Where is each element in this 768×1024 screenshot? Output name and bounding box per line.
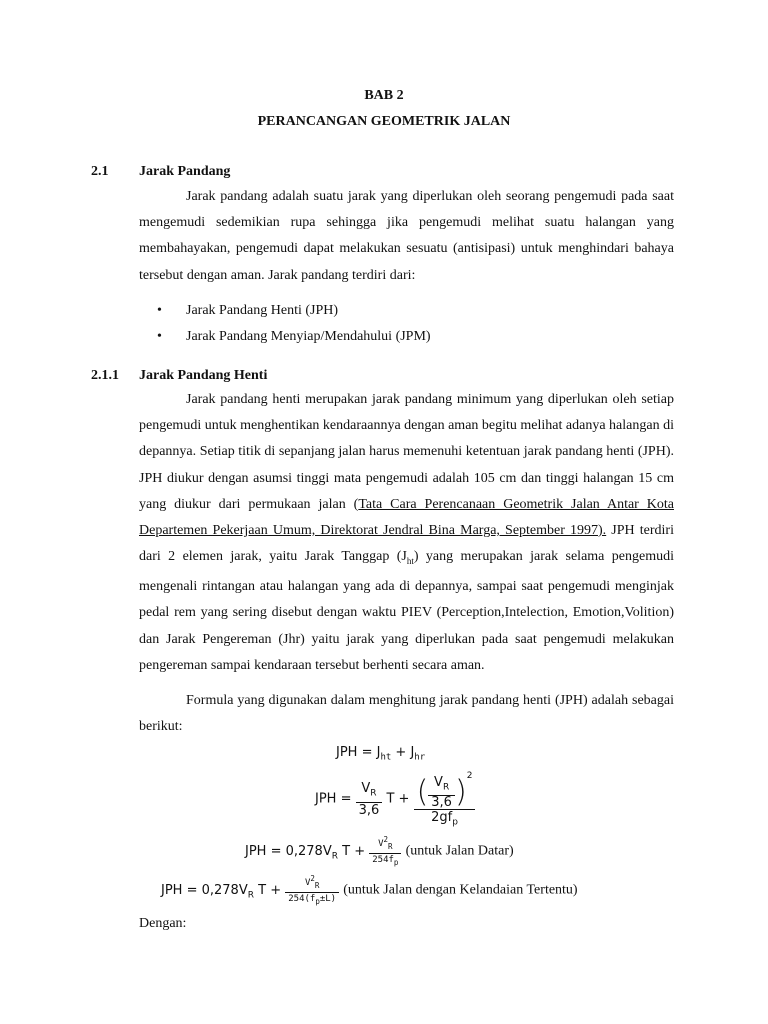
reference-citation: Tata Cara Perencanaan Geometrik Jalan Antar Kota Departemen Pekerjaan Umum, Direktorat Jendral Bina Marga, September 1997). — [139, 496, 674, 539]
fraction: $\frac{V^2_R}{254(f_p\pm L)}$ — [285, 873, 339, 908]
dengan-label: Dengan: — [139, 916, 187, 931]
section-number: 2.1 — [91, 164, 109, 179]
formula-jph-sum: JPH = $J_{ht} + J_{hr}$ — [336, 745, 426, 763]
list-item: • Jarak Pandang Menyiap/Mendahului (JPM) — [157, 324, 431, 350]
chapter-title: PERANCANGAN GEOMETRIK JALAN — [257, 114, 511, 129]
chapter-label: BAB 2 — [364, 88, 404, 103]
paragraph-jarak-pandang: Jarak pandang adalah suatu jarak yang diperlukan oleh seorang pengemudi pada saat mengemudi sedemikian rupa sehingga jika pengemudi melihat suatu halangan yang membahayakan, pengemudi dapat melakukan sesuatu (antisipasi) untuk menghindari bahaya tersebut dengan aman. Jarak pandang terdiri dari: — [139, 189, 674, 283]
section-title: Jarak Pandang Henti — [139, 368, 268, 383]
section-number: 2.1.1 — [91, 368, 119, 383]
section-title: Jarak Pandang — [139, 164, 231, 179]
list-item: • Jarak Pandang Henti (JPH) — [157, 298, 431, 324]
bullet-icon: • — [157, 303, 162, 318]
formula-jph-expanded: JPH = $\frac{V_R}{3,6}$ T + ( $\frac{V_R}{3,6}$ )$^2$ $2gf_p$ — [315, 768, 475, 830]
fraction: $\frac{V_R}{3,6}$ — [356, 781, 383, 818]
formula-jph-kelandaian: JPH = $0,278V_R$ T + $\frac{V^2_R}{254(f_p\pm L)}$ (untuk Jalan dengan Kelandaian Tertentu) — [161, 874, 578, 906]
paragraph-jarak-pandang-henti: Jarak pandang henti merupakan jarak pandang minimum yang diperlukan oleh setiap pengemudi untuk menghentikan kendaraannya dengan aman begitu melihat adanya halangan di depannya. Setiap titik di sepanjang jalan harus memenuhi ketentuan jarak pandang henti (JPH). JPH diukur dengan asumsi tinggi mata pengemudi adalah 105 cm dan tinggi halangan 15 cm yang diukur dari permukaan jalan (Tata Cara Perencanaan Geometrik Jalan Antar Kota Departemen Pekerjaan Umum, Direktorat Jendral Bina Marga, September 1997). JPH terdiri dari 2 elemen jarak, yaitu Jarak Tanggap $(J_{ht})$ yang merupakan jarak selama pengemudi mengenali rintangan atau halangan yang ada di depannya, sampai saat pengemudi menginjak pedal rem yang sering disebut dengan waktu PIEV (Perception,Intelection, Emotion,Volition) dan Jarak Pengereman (Jhr) yaitu jarak yang diperlukan pada saat pengemudi melakukan pengereman sampai kendaraan tersebut berhenti secara aman. — [139, 392, 674, 673]
formula-jph-jalan-datar: JPH = $0,278V_R$ T + $\frac{V^2_R}{254f_p}$ (untuk Jalan Datar) — [245, 835, 514, 867]
bullet-list — [157, 298, 431, 350]
bullet-icon: • — [157, 329, 162, 344]
fraction: $\frac{V^2_R}{254f_p}$ — [369, 834, 401, 869]
fraction: ( $\frac{V_R}{3,6}$ )$^2$ $2gf_p$ — [414, 768, 476, 830]
paragraph-formula-intro: Formula yang digunakan dalam menghitung jarak pandang henti (JPH) adalah sebagai berikut: — [139, 693, 674, 735]
